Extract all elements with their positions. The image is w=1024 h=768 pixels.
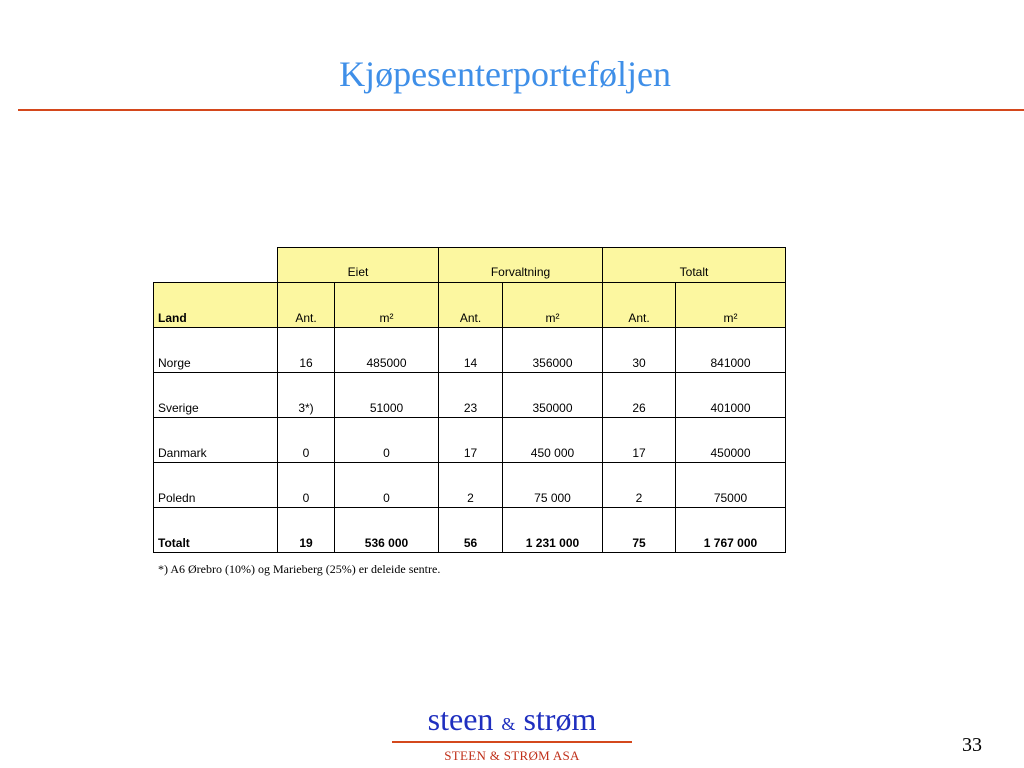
page-number: 33 — [962, 734, 982, 756]
cell-land: Danmark — [154, 418, 278, 463]
cell-value: 841000 — [676, 328, 786, 373]
logo-word-steen: steen — [427, 701, 494, 737]
group-header-row — [154, 248, 786, 283]
cell-value: 0 — [335, 463, 439, 508]
table-row — [154, 373, 786, 418]
cell-value: 75000 — [676, 463, 786, 508]
group-header-forvaltning: Forvaltning — [439, 248, 603, 283]
cell-value: 350000 — [503, 373, 603, 418]
cell-value: 401000 — [676, 373, 786, 418]
column-header-forvaltning-ant: Ant. — [439, 283, 503, 328]
column-header-eiet-m2: m² — [335, 283, 439, 328]
cell-value: 450000 — [676, 418, 786, 463]
table-row — [154, 463, 786, 508]
cell-value: 2 — [439, 463, 503, 508]
cell-value: 16 — [278, 328, 335, 373]
table-row — [154, 418, 786, 463]
cell-value: 75 000 — [503, 463, 603, 508]
cell-value: 3*) — [278, 373, 335, 418]
total-row — [154, 508, 786, 553]
column-header-totalt-ant: Ant. — [603, 283, 676, 328]
cell-total-value: 536 000 — [335, 508, 439, 553]
logo-divider — [392, 741, 632, 743]
cell-value: 30 — [603, 328, 676, 373]
cell-value: 17 — [603, 418, 676, 463]
cell-total-value: 1 767 000 — [676, 508, 786, 553]
column-header-totalt-m2: m² — [676, 283, 786, 328]
empty-header-cell — [154, 248, 278, 283]
portfolio-table — [153, 247, 786, 553]
title-divider — [18, 109, 1024, 111]
cell-total-value: 1 231 000 — [503, 508, 603, 553]
table-row — [154, 328, 786, 373]
column-header-land: Land — [154, 283, 278, 328]
cell-land: Sverige — [154, 373, 278, 418]
cell-value: 51000 — [335, 373, 439, 418]
cell-value: 2 — [603, 463, 676, 508]
cell-value: 356000 — [503, 328, 603, 373]
cell-total-value: 75 — [603, 508, 676, 553]
group-header-eiet: Eiet — [278, 248, 439, 283]
cell-total-value: 56 — [439, 508, 503, 553]
cell-value: 0 — [278, 418, 335, 463]
cell-land: Norge — [154, 328, 278, 373]
cell-value: 14 — [439, 328, 503, 373]
column-header-row — [154, 283, 786, 328]
cell-value: 0 — [278, 463, 335, 508]
cell-land: Poledn — [154, 463, 278, 508]
logo-ampersand: & — [501, 714, 516, 734]
cell-total-value: 19 — [278, 508, 335, 553]
group-header-totalt: Totalt — [603, 248, 786, 283]
cell-value: 26 — [603, 373, 676, 418]
cell-value: 485000 — [335, 328, 439, 373]
column-header-forvaltning-m2: m² — [503, 283, 603, 328]
company-logo — [392, 700, 632, 743]
cell-value: 23 — [439, 373, 503, 418]
slide-title: Kjøpesenterporteføljen — [339, 54, 671, 94]
cell-total-label: Totalt — [154, 508, 278, 553]
cell-value: 450 000 — [503, 418, 603, 463]
cell-value: 0 — [335, 418, 439, 463]
cell-value: 17 — [439, 418, 503, 463]
column-header-eiet-ant: Ant. — [278, 283, 335, 328]
logo-word-strom: strøm — [523, 701, 597, 737]
company-name: STEEN & STRØM ASA — [444, 748, 580, 763]
table-footnote: *) A6 Ørebro (10%) og Marieberg (25%) er deleide sentre. — [158, 562, 441, 576]
